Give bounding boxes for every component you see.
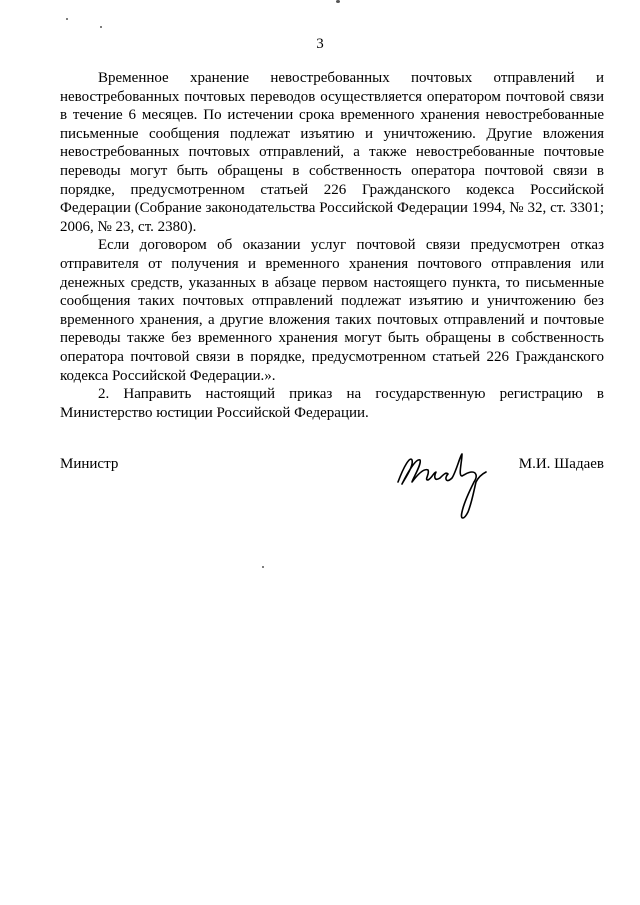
page-number: 3: [316, 36, 324, 52]
handwritten-signature: [390, 446, 500, 526]
paragraph-registration: 2. Направить настоящий приказ на государственную регистрацию в Министерство юстиции Российской Федерации.: [60, 386, 604, 421]
document-body: [60, 69, 604, 422]
scan-speck: [66, 18, 68, 20]
signer-title: Министр: [60, 456, 119, 472]
scan-speck: [336, 0, 340, 3]
paragraph-storage-terms: Временное хранение невостребованных почтовых отправлений и невостребованных почтовых переводов осуществляется оператором почтовой связи в течение 6 месяцев. По истечении срока временного хранения невостребованные письменные сообщения подлежат изъятию и уничтожению. Другие вложения невостребованных почтовых отправлений, а также невостребованные почтовые переводы могут быть обращены в собственность оператора почтовой связи в порядке, предусмотренном статьей 226 Гражданского кодекса Российской Федерации (Собрание законодательства Российской Федерации 1994, № 32, ст. 3301; 2006, № 23, ст. 2380).: [60, 70, 604, 235]
scan-speck: [262, 566, 264, 568]
signer-name: М.И. Шадаев: [518, 456, 604, 472]
paragraph-sender-refusal: Если договором об оказании услуг почтовой связи предусмотрен отказ отправителя от получения и временного хранения почтового отправления или денежных средств, указанных в абзаце первом настоящего пункта, то письменные сообщения таких почтовых отправлений подлежат изъятию и уничтожению без временного хранения, а другие вложения таких почтовых отправлений и почтовые переводы также без временного хранения могут быть обращены в собственность оператора почтовой связи в порядке, предусмотренном статьей 226 Гражданского кодекса Российской Федерации.».: [60, 237, 604, 384]
signature-block: [60, 452, 604, 532]
scan-speck: [100, 26, 102, 28]
